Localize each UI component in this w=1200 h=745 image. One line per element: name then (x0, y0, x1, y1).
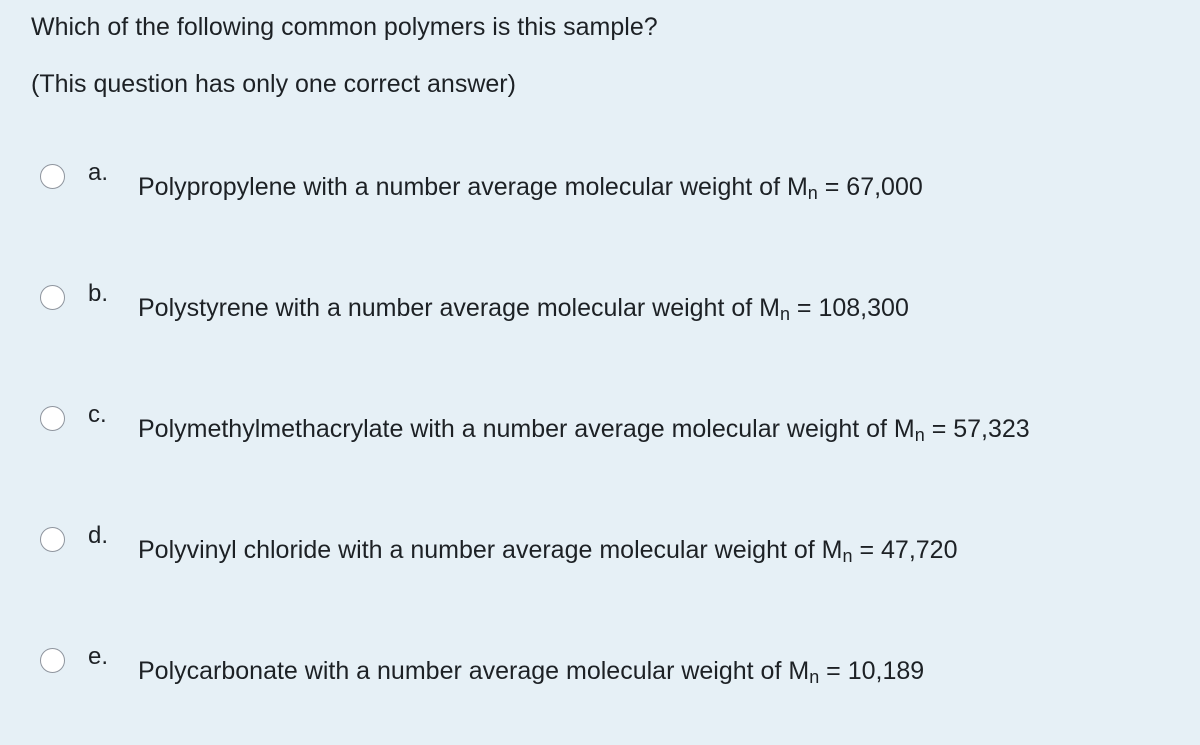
question-text: Which of the following common polymers is this sample? (31, 13, 658, 41)
radio-button-b[interactable] (40, 285, 65, 310)
radio-button-c[interactable] (40, 406, 65, 431)
option-label-b[interactable] (138, 292, 909, 324)
option-letter-b: b. (88, 280, 109, 307)
option-b[interactable] (40, 278, 1180, 348)
option-text-a: Polypropylene with a number average molecular weight of M (138, 173, 808, 201)
radio-button-e[interactable] (40, 648, 65, 673)
option-d[interactable] (40, 520, 1180, 590)
option-subscript-c: n (914, 425, 925, 445)
radio-button-d[interactable] (40, 527, 65, 552)
option-letter-a: a. (88, 159, 109, 186)
option-value-e: = 10,189 (819, 657, 925, 685)
option-e[interactable] (40, 641, 1180, 711)
option-label-c[interactable] (138, 413, 1030, 445)
option-text-d: Polyvinyl chloride with a number average molecular weight of M (138, 536, 843, 564)
option-value-a: = 67,000 (817, 173, 923, 201)
question-note: (This question has only one correct answer) (31, 70, 516, 98)
option-text-c: Polymethylmethacrylate with a number average molecular weight of M (138, 415, 915, 443)
option-label-d[interactable] (138, 534, 957, 566)
option-letter-d: d. (88, 522, 109, 549)
option-subscript-a: n (807, 183, 818, 203)
option-a[interactable] (40, 157, 1180, 227)
radio-button-a[interactable] (40, 164, 65, 189)
option-text-b: Polystyrene with a number average molecular weight of M (138, 294, 780, 322)
option-subscript-d: n (842, 546, 853, 566)
option-subscript-e: n (809, 667, 820, 687)
option-letter-e: e. (88, 643, 109, 670)
option-value-c: = 57,323 (924, 415, 1030, 443)
option-text-e: Polycarbonate with a number average molecular weight of M (138, 657, 810, 685)
option-subscript-b: n (779, 304, 790, 324)
option-label-e[interactable] (138, 655, 924, 687)
option-label-a[interactable] (138, 171, 923, 203)
option-c[interactable] (40, 399, 1180, 469)
option-value-b: = 108,300 (789, 294, 909, 322)
option-letter-c: c. (88, 401, 107, 428)
option-value-d: = 47,720 (852, 536, 958, 564)
